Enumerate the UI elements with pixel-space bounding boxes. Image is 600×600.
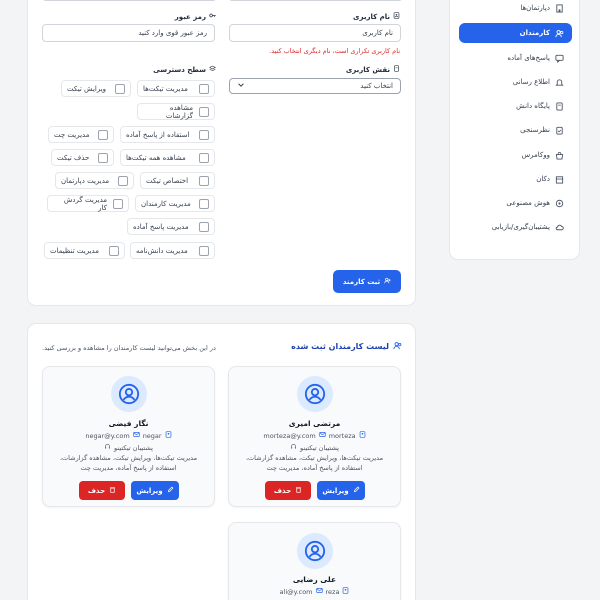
perm-checkbox[interactable]	[48, 126, 114, 143]
checkbox[interactable]	[199, 153, 209, 163]
sidebar-item-label: هوش مصنوعی	[506, 199, 550, 207]
edit-label: ویرایش	[136, 486, 163, 495]
bell-icon	[555, 78, 564, 87]
perm-checkbox[interactable]	[140, 172, 215, 189]
user-circle-icon	[304, 540, 326, 562]
store-icon	[555, 175, 564, 184]
password-label	[175, 12, 216, 21]
perm-label: مشاهده گزارشات	[165, 103, 193, 120]
submit-employee-button[interactable]	[333, 270, 401, 293]
sidebar-item-departments[interactable]	[459, 0, 572, 18]
top-input-right[interactable]	[228, 0, 403, 1]
perm-label: مدیریت تنظیمات	[50, 246, 99, 255]
employee-name: مرتضی امیری	[288, 419, 341, 428]
ai-icon	[555, 199, 564, 208]
perm-checkbox[interactable]	[44, 242, 125, 259]
employee-email: morteza@y.com	[263, 431, 316, 440]
perm-label: مدیریت پاسخ آماده	[133, 222, 189, 231]
sidebar-item-label: ووکامرس	[521, 151, 550, 159]
user-circle-icon	[118, 383, 140, 405]
pencil-icon	[167, 486, 174, 495]
delete-label: حذف	[87, 486, 106, 495]
checkbox[interactable]	[199, 130, 209, 140]
chevron-down-icon	[237, 81, 245, 91]
sidebar-item-label: دکان	[536, 175, 550, 183]
perm-checkbox[interactable]	[137, 80, 215, 97]
employee-department	[43, 443, 214, 452]
perm-label: مدیریت کارمندان	[141, 199, 191, 208]
sidebar-item-knowledge-base[interactable]	[459, 96, 572, 116]
employee-permissions: مدیریت تیکت‌ها، ویرایش تیکت، مشاهده گزارشات، استفاده از پاسخ آماده، مدیریت چت	[59, 454, 198, 472]
sidebar-item-label: کارمندان	[519, 29, 550, 37]
edit-label: ویرایش	[322, 486, 349, 495]
perm-label: مدیریت دپارتمان	[61, 176, 110, 185]
perm-label: ویرایش تیکت	[67, 84, 107, 93]
sidebar-item-label: پاسخ‌های آماده	[507, 54, 550, 62]
perm-label: اختصاص تیکت	[146, 176, 189, 185]
sidebar-item-label: دپارتمان‌ها	[520, 4, 550, 12]
role-label-text: نقش کاربری	[345, 65, 390, 74]
shop-icon	[555, 151, 564, 160]
username-label	[353, 12, 400, 21]
sidebar-item-dokan[interactable]	[459, 169, 572, 189]
sidebar-item-canned-replies[interactable]	[459, 48, 572, 68]
employee-contact	[229, 431, 400, 440]
perm-checkbox[interactable]	[120, 149, 215, 166]
user-circle-icon	[304, 383, 326, 405]
perm-checkbox[interactable]	[51, 149, 114, 166]
employee-email: negar@y.com	[85, 431, 130, 440]
sidebar-item-backup[interactable]	[459, 217, 572, 237]
employee-name: نگار فیضی	[108, 419, 149, 428]
sidebar-item-label: اطلاع رسانی	[512, 78, 550, 86]
perm-label: مدیریت تیکت‌ها	[143, 84, 188, 93]
perm-checkbox[interactable]	[55, 172, 134, 189]
submit-label: ثبت کارمند	[342, 277, 381, 286]
perm-label: مدیریت چت	[54, 130, 90, 139]
checkbox[interactable]	[199, 176, 209, 186]
mail-icon	[133, 431, 140, 440]
edit-button[interactable]	[131, 481, 179, 500]
checkbox[interactable]	[98, 153, 108, 163]
access-level-label	[153, 65, 216, 74]
username-error: نام کاربری تکراری است، نام دیگری انتخاب کنید.	[269, 47, 400, 55]
employee-contact	[43, 431, 214, 440]
employee-name: علی رضایی	[292, 575, 337, 584]
users-icon	[555, 29, 564, 38]
sidebar-item-ai[interactable]	[459, 193, 572, 213]
sidebar-item-survey[interactable]	[459, 120, 572, 140]
employee-username: negar	[142, 431, 162, 440]
department-text: پشتیبان تیکتینو	[114, 443, 153, 452]
cloud-icon	[555, 223, 564, 232]
user-role-icon	[393, 65, 400, 74]
avatar	[297, 533, 333, 569]
employee-card	[228, 366, 401, 507]
layers-icon	[209, 65, 216, 74]
employee-card	[228, 522, 401, 600]
perm-checkbox[interactable]	[137, 103, 215, 120]
user-plus-icon	[384, 277, 391, 286]
perm-label: مدیریت دانش‌نامه	[136, 246, 188, 255]
avatar	[111, 376, 147, 412]
delete-label: حذف	[273, 486, 292, 495]
book-icon	[555, 102, 564, 111]
delete-button[interactable]	[79, 481, 125, 500]
avatar	[297, 376, 333, 412]
sidebar	[449, 0, 580, 260]
id-icon	[342, 587, 349, 596]
checkbox[interactable]	[199, 199, 209, 209]
username-placeholder: نام کاربری	[362, 29, 393, 37]
id-icon	[165, 431, 172, 440]
users-icon	[393, 341, 402, 352]
list-title	[291, 341, 402, 352]
id-icon	[359, 431, 366, 440]
delete-button[interactable]	[265, 481, 311, 500]
employee-permissions: مدیریت تیکت‌ها، ویرایش تیکت، مشاهده گزارشات، استفاده از پاسخ آماده، مدیریت چت	[245, 454, 384, 472]
employee-username: morteza	[328, 431, 356, 440]
building-icon	[555, 4, 564, 13]
sidebar-item-label: پشتیبان‌گیری/بازیابی	[491, 223, 550, 231]
perm-checkbox[interactable]	[61, 80, 131, 97]
checkbox[interactable]	[113, 199, 123, 209]
checkbox[interactable]	[199, 246, 209, 256]
perm-checkbox[interactable]	[120, 126, 215, 143]
id-card-icon	[393, 12, 400, 21]
mail-icon	[316, 587, 323, 596]
perm-checkbox[interactable]	[130, 242, 215, 259]
perm-checkbox[interactable]	[47, 195, 129, 212]
mail-icon	[319, 431, 326, 440]
top-input-left[interactable]	[42, 0, 217, 1]
perm-label: استفاده از پاسخ آماده	[126, 130, 190, 139]
employee-contact	[229, 587, 400, 596]
employee-card	[42, 366, 215, 507]
message-icon	[555, 54, 564, 63]
perm-label: مشاهده همه تیکت‌ها	[126, 153, 186, 162]
password-label-text: رمز عبور	[174, 12, 206, 21]
sidebar-item-label: پایگاه دانش	[516, 102, 550, 110]
checkbox[interactable]	[199, 107, 209, 117]
perm-checkbox[interactable]	[127, 218, 215, 235]
role-select[interactable]	[229, 78, 401, 94]
sidebar-item-notifications[interactable]	[459, 72, 572, 92]
clipboard-icon	[555, 126, 564, 135]
key-icon	[209, 12, 216, 21]
checkbox[interactable]	[118, 176, 128, 186]
checkbox[interactable]	[115, 84, 125, 94]
trash-icon	[295, 486, 302, 495]
department-text: پشتیبان تیکتینو	[300, 443, 339, 452]
username-label-text: نام کاربری	[353, 12, 390, 21]
pencil-icon	[353, 486, 360, 495]
checkbox[interactable]	[109, 246, 119, 256]
employee-email: ali@y.com	[279, 587, 313, 596]
access-label-text: سطح دسترسی	[153, 65, 206, 74]
trash-icon	[109, 486, 116, 495]
list-description: در این بخش می‌توانید لیست کارمندان را مشاهده و بررسی کنید.	[42, 344, 216, 352]
checkbox[interactable]	[199, 84, 209, 94]
password-input[interactable]	[42, 24, 215, 42]
list-title-text: لیست کارمندان ثبت شده	[291, 342, 389, 351]
username-input[interactable]	[229, 24, 401, 42]
checkbox[interactable]	[199, 222, 209, 232]
role-label	[346, 65, 400, 74]
perm-label: حذف تیکت	[57, 153, 90, 162]
sidebar-item-woocommerce[interactable]	[459, 145, 572, 165]
headset-icon	[104, 443, 111, 452]
employee-department	[229, 443, 400, 452]
role-select-value: انتخاب کنید	[360, 82, 393, 90]
sidebar-item-label: نظرسنجی	[520, 126, 550, 134]
perm-label: مدیریت گردش کار	[63, 195, 107, 212]
sidebar-item-employees[interactable]	[459, 23, 572, 43]
edit-button[interactable]	[317, 481, 365, 500]
headset-icon	[290, 443, 297, 452]
perm-checkbox[interactable]	[135, 195, 215, 212]
password-placeholder: رمز عبور قوی وارد کنید	[138, 29, 207, 37]
checkbox[interactable]	[98, 130, 108, 140]
employee-username: reza	[325, 587, 340, 596]
